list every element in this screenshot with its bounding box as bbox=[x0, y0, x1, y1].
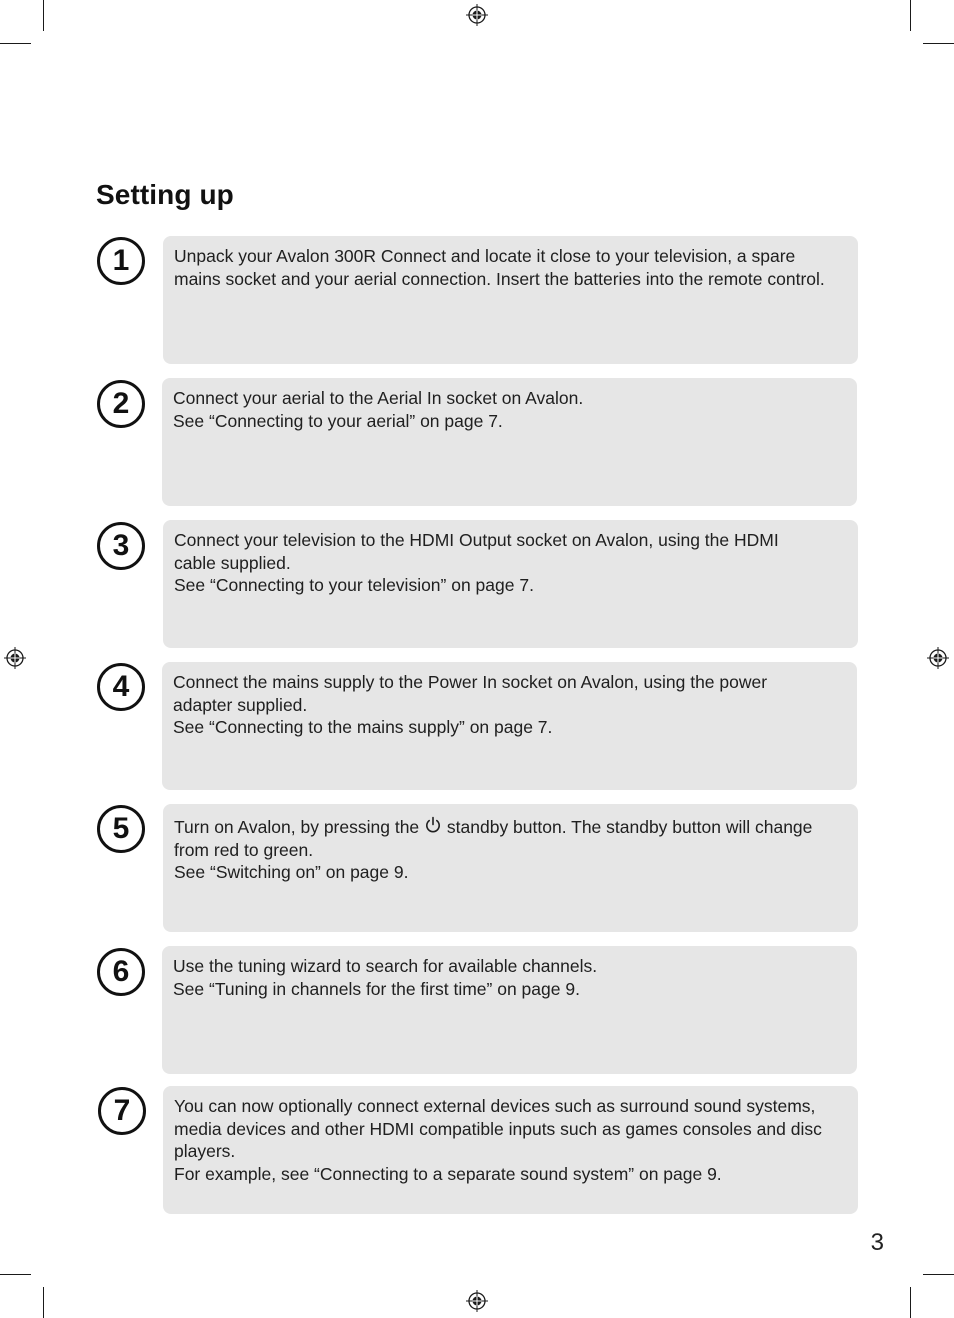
step-text-line: You can now optionally connect external devices such as surround sound systems, bbox=[174, 1096, 816, 1116]
crop-mark-icon bbox=[0, 1274, 31, 1275]
step-number-badge: 3 bbox=[97, 522, 145, 570]
page-title: Setting up bbox=[96, 179, 234, 210]
step-text-line: media devices and other HDMI compatible inputs such as games consoles and disc bbox=[174, 1118, 822, 1139]
step-text-segment: standby button. The standby button will change bbox=[446, 817, 813, 837]
step-text-line: See “Switching on” on page 9. bbox=[174, 862, 409, 882]
page-number: 3 bbox=[870, 1229, 884, 1256]
step-instruction-box bbox=[162, 378, 857, 506]
registration-mark-icon bbox=[466, 4, 488, 26]
step-text-line: cable supplied. bbox=[174, 552, 291, 573]
step-number-badge: 4 bbox=[97, 663, 145, 711]
step-number-badge: 6 bbox=[97, 948, 145, 996]
registration-mark-icon bbox=[4, 647, 26, 669]
step-text-line: from red to green. bbox=[174, 839, 314, 860]
step-instruction-box bbox=[163, 804, 858, 932]
step-text-line: See “Connecting to the mains supply” on page 7. bbox=[173, 717, 553, 737]
step-number-badge: 1 bbox=[97, 237, 145, 285]
step-number-badge: 2 bbox=[97, 380, 145, 428]
step-text-line: See “Connecting to your aerial” on page 7. bbox=[173, 410, 503, 431]
crop-mark-icon bbox=[923, 1274, 954, 1275]
step-text-line: See “Connecting to your television” on page 7. bbox=[174, 575, 534, 595]
crop-mark-icon bbox=[0, 43, 31, 44]
step-text-line bbox=[174, 816, 848, 839]
step-text-line: mains socket and your aerial connection. Insert the batteries into the remote control. bbox=[174, 268, 825, 289]
step-text-line: adapter supplied. bbox=[173, 694, 308, 715]
step-instruction-box bbox=[162, 946, 857, 1074]
step-text-line: Connect your television to the HDMI Output socket on Avalon, using the HDMI bbox=[174, 530, 779, 550]
crop-mark-icon bbox=[43, 0, 44, 31]
registration-mark-icon bbox=[466, 1290, 488, 1312]
power-icon bbox=[424, 816, 442, 834]
registration-mark-icon bbox=[927, 647, 949, 669]
step-text-line: players. bbox=[174, 1141, 236, 1161]
step-instruction-box bbox=[163, 1086, 858, 1214]
crop-mark-icon bbox=[910, 0, 911, 31]
step-text-line: For example, see “Connecting to a separate sound system” on page 9. bbox=[174, 1163, 722, 1184]
step-number-badge: 5 bbox=[97, 805, 145, 853]
step-text-line: Connect your aerial to the Aerial In socket on Avalon. bbox=[173, 388, 584, 408]
step-text-line: Use the tuning wizard to search for available channels. bbox=[173, 956, 598, 976]
step-instruction-box bbox=[163, 520, 858, 648]
crop-mark-icon bbox=[910, 1287, 911, 1318]
step-text-segment: Turn on Avalon, by pressing the bbox=[174, 817, 420, 837]
step-text-line: Unpack your Avalon 300R Connect and locate it close to your television, a spare bbox=[174, 246, 796, 266]
step-number-badge: 7 bbox=[98, 1087, 146, 1135]
step-text-line: Connect the mains supply to the Power In socket on Avalon, using the power bbox=[173, 672, 768, 692]
step-instruction-box bbox=[163, 236, 858, 364]
step-text-line: See “Tuning in channels for the first time” on page 9. bbox=[173, 978, 580, 999]
crop-mark-icon bbox=[923, 43, 954, 44]
step-instruction-box bbox=[162, 662, 857, 790]
crop-mark-icon bbox=[43, 1287, 44, 1318]
